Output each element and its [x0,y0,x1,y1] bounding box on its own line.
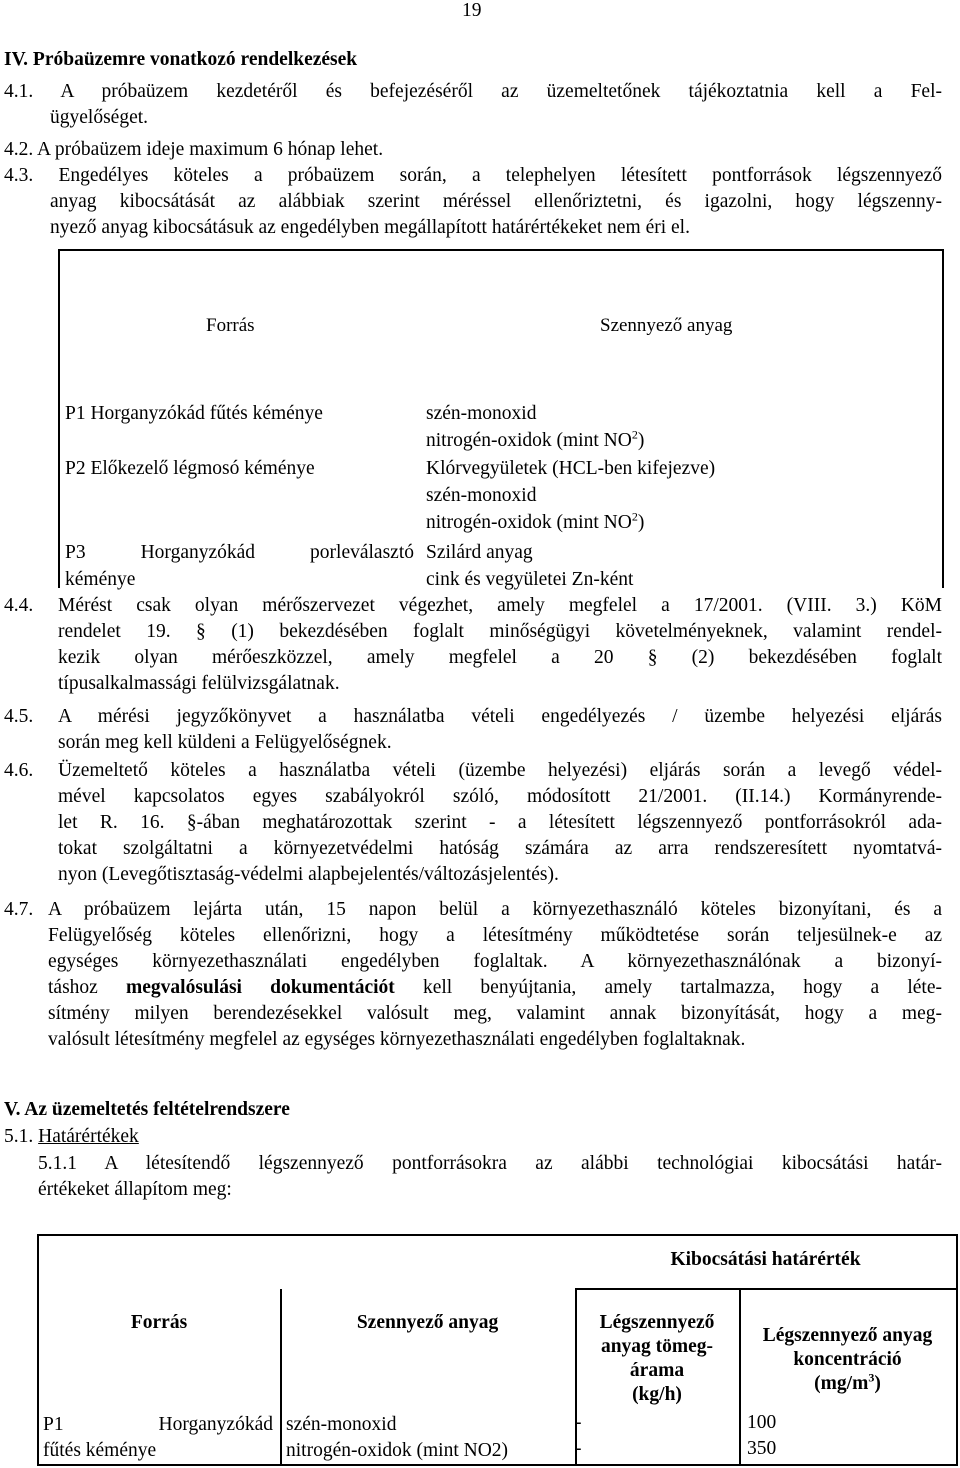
table-row-source: P2 Előkezelő légmosó kéménye [65,458,315,479]
paragraph-line: sítmény milyen berendezésekkel valósult meg, valamint annak bizonyítását, hogy a meg- [48,1003,942,1024]
paragraph-number: 4.6. [4,760,34,781]
paragraph-4-2: 4.2. A próbaüzem ideje maximum 6 hónap lehet. [4,139,384,160]
paragraph-number: 4.4. [4,595,34,616]
table-row-source: P3 Horganyzókád porleválasztó [65,542,414,563]
column-header-concentration: Légszennyező anyag koncentráció $(mg/m^3)$ [762,1325,933,1394]
table-row-source: P1 Horganyzókád fűtés kéménye [65,403,323,424]
table-row-pollutant: nitrogén-oxidok (mint $NO^2$) [426,509,645,533]
paragraph-line: nyon (Levegőtisztaság-védelmi alapbejelentés/változásjelentés). [58,864,559,885]
emphasis-text: megvalósulási dokumentációt [126,977,395,998]
column-header-source: Forrás [130,1312,188,1333]
paragraph-line: 4.1. A próbaüzem kezdetéről és befejezéséről az üzemeltetőnek tájékoztatnia kell a Fel- [4,81,942,102]
paragraph-line: egységes környezethasználati engedélyben foglaltak. A környezethasználónak a bizonyí- [48,951,942,972]
emission-limits-table [37,1234,958,1466]
paragraph-line: mével kapcsolatos egyes szabályokról szóló, módosított 21/2001. (II.14.) Kormányrende- [58,786,942,807]
table-row-massflow: - [575,1438,582,1459]
paragraph-line: értékeket állapítom meg: [38,1179,232,1200]
paragraph-4-1 [4,79,942,131]
table-row-pollutant: szén-monoxid [426,485,537,506]
section-title-iv: IV. Próbaüzemre vonatkozó rendelkezések [4,49,358,70]
table-row-pollutant: nitrogén-oxidok (mint NO2) [286,1440,509,1461]
paragraph-line: típusalkalmassági felülvizsgálatnak. [58,673,340,694]
column-header-massflow: Légszennyező anyag tömeg- árama (kg/h) [599,1312,715,1405]
table-row-concentration: 100 [747,1412,777,1433]
paragraph-number: 4.5. [4,706,34,727]
paragraph-4-7 [48,897,942,1053]
paragraph-line: valósult létesítmény megfelel az egységes környezethasználati engedélyben foglaltaknak. [48,1029,746,1050]
paragraph-number: 4.7. [4,899,34,920]
paragraph-line: tokat szolgáltatni a környezetvédelmi hatóság számára az arra rendszeresített nyomtatvá- [58,838,942,859]
table-row-pollutant: cink és vegyületei Zn-ként [426,569,634,590]
paragraph-line: 5.1.1 A létesítendő légszennyező pontforrásokra az alábbi technológiai kibocsátási határ- [38,1153,942,1174]
table-row-concentration: 350 [747,1438,777,1459]
paragraph-line: 4.3. Engedélyes köteles a próbaüzem során, a telephelyen létesített pontforrások légszennyező [4,165,942,186]
table-row-pollutant: Szilárd anyag [426,542,533,563]
paragraph-line: kezik olyan mérőeszközzel, amely megfelel a 20 § (2) bekezdésében foglalt [58,647,942,668]
table-row-source: P1 Horganyzókád [43,1414,273,1435]
measurement-table [58,249,944,588]
paragraph-line: A próbaüzem lejárta után, 15 napon belül a környezethasználó köteles bizonyítani, és a [48,899,942,920]
section-title-v: V. Az üzemeltetés feltételrendszere [4,1099,290,1120]
page-number: 19 [462,0,482,21]
paragraph-5-1-1 [38,1151,942,1203]
paragraph-line: nyező anyag kibocsátásuk az engedélyben megállapított határértékeket nem éri el. [50,217,690,238]
table-row-pollutant: szén-monoxid [426,403,537,424]
table-row-massflow: - [575,1412,582,1433]
table-row-pollutant: Klórvegyületek (HCL-ben kifejezve) [426,458,716,479]
paragraph-line: Mérést csak olyan mérőszervezet végezhet, amely megfelel a 17/2001. (VIII. 3.) KöM [58,595,942,616]
paragraph-line: anyag kibocsátását az alábbiak szerint méréssel ellenőriztetni, és igazolni, hogy légszenny- [50,191,942,212]
paragraph-4-3 [4,163,942,241]
paragraph-line: táshoz megvalósulási dokumentációt kell benyújtania, amely tartalmazza, hogy a léte- [48,977,942,998]
paragraph-4-4 [58,593,942,697]
paragraph-line: Üzemeltető köteles a használatba vételi (üzembe helyezési) eljárás során a levegő védel- [58,760,942,781]
table-row-pollutant: szén-monoxid [286,1414,397,1435]
row-divider [575,1288,956,1290]
paragraph-4-6 [58,758,942,888]
column-header-source: Forrás [206,315,255,336]
paragraph-line: Felügyelőség köteles ellenőrizni, hogy a létesítmény működtetése során teljesülnek-e az [48,925,942,946]
table-row-pollutant: nitrogén-oxidok (mint $NO^2$) [426,427,645,451]
group-header: Kibocsátási határérték [670,1249,861,1270]
paragraph-line: során meg kell küldeni a Felügyelőségnek. [58,732,392,753]
paragraph-line: rendelet 19. § (1) bekezdésében foglalt minőségügyi követelményeknek, valamint rendel- [58,621,942,642]
paragraph-line: A mérési jegyzőkönyvet a használatba vételi engedélyezés / üzembe helyezési eljárás [58,706,942,727]
paragraph-line: ügyelőséget. [50,107,149,128]
column-header-pollutant: Szennyező anyag [600,315,733,336]
table-row-source: kéménye [65,569,136,590]
paragraph-line: let R. 16. §-ában meghatározottak szerint - a létesített légszennyező pontforrásokról ada- [58,812,942,833]
paragraph-4-5 [58,704,942,756]
subsection-title: 5.1. Határértékek [4,1126,139,1147]
column-header-pollutant: Szennyező anyag [356,1312,499,1333]
table-row-source: fűtés kéménye [43,1440,157,1461]
